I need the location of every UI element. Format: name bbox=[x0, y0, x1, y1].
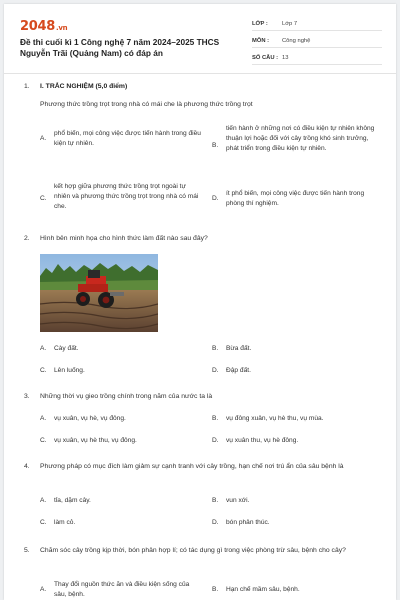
meta-key: MÔN : bbox=[252, 38, 270, 44]
document-header bbox=[4, 4, 396, 74]
option-3b[interactable] bbox=[212, 414, 382, 426]
option-text: Cày đất. bbox=[54, 345, 79, 352]
option-letter: B. bbox=[212, 345, 219, 352]
option-letter: B. bbox=[212, 415, 219, 422]
option-text: kết hợp giữa phương thức trồng trọt ngoài tự nhiên và phương thức trồng trọt trong nhà có mái che. bbox=[54, 183, 199, 210]
option-text: phổ biến, mọi công việc được tiến hành trong điều kiện tự nhiên. bbox=[54, 130, 201, 147]
option-letter: A. bbox=[40, 345, 47, 352]
question-number: 4. bbox=[24, 463, 30, 470]
option-letter: C. bbox=[40, 519, 47, 526]
option-text: vun xới. bbox=[226, 497, 250, 504]
option-2a[interactable] bbox=[40, 344, 190, 356]
option-text: Bừa đất. bbox=[226, 345, 252, 352]
option-4c[interactable] bbox=[40, 518, 210, 530]
option-text: làm cỏ. bbox=[54, 519, 76, 526]
document-title: Đề thi cuối kì 1 Công nghệ 7 năm 2024–2025 THCS Nguyễn Trãi (Quảng Nam) có đáp án bbox=[20, 37, 220, 58]
meta-value: 13 bbox=[282, 55, 289, 61]
question-text: Hình bên minh họa cho hình thức làm đất nào sau đây? bbox=[40, 235, 208, 242]
option-letter: A. bbox=[40, 497, 47, 504]
option-letter: D. bbox=[212, 519, 219, 526]
option-5a[interactable] bbox=[40, 580, 210, 600]
option-text: Thay đổi nguồn thức ăn và điều kiện sống của sâu, bệnh. bbox=[54, 581, 190, 598]
option-letter: C. bbox=[40, 367, 47, 374]
question-number: 5. bbox=[24, 547, 30, 554]
option-letter: A. bbox=[40, 415, 47, 422]
question-1-text bbox=[24, 100, 382, 110]
question-text: Phương pháp có mục đích làm giảm sự cạnh tranh với cây trồng, hạn chế nơi trú ẩn của sâu bệnh là bbox=[40, 463, 344, 470]
option-2c[interactable] bbox=[40, 366, 190, 378]
option-text: vụ đông xuân, vụ hè thu, vụ mùa. bbox=[226, 415, 324, 422]
question-text: Chăm sóc cây trồng kịp thời, bón phân hợp lí; có tác dụng gì trong việc phòng trừ sâu, bệnh cho cây? bbox=[40, 547, 346, 554]
question-text: Phương thức trồng trọt trong nhà có mái che là phương thức trồng trọt bbox=[40, 101, 253, 108]
option-text: bón phân thúc. bbox=[226, 519, 270, 526]
meta-value: Lớp 7 bbox=[282, 21, 298, 27]
meta-key: LỚP : bbox=[252, 21, 268, 27]
question-number: 3. bbox=[24, 393, 30, 400]
question-4 bbox=[24, 462, 382, 472]
option-4b[interactable] bbox=[212, 496, 382, 508]
option-text: Lên luống. bbox=[54, 367, 85, 374]
question-number: 2. bbox=[24, 235, 30, 242]
option-letter: D. bbox=[212, 367, 219, 374]
question-number: 1. bbox=[24, 83, 30, 90]
meta-row-class bbox=[252, 18, 382, 31]
option-text: tiến hành ở những nơi có điều kiện tự nhiên không thuận lợi hoặc đối với cây trồng khó sinh trưởng, phát triển trong điều kiện tự nhiên. bbox=[226, 125, 375, 152]
option-4d[interactable] bbox=[212, 518, 382, 530]
option-1a[interactable] bbox=[40, 124, 210, 164]
option-1c[interactable] bbox=[40, 182, 210, 218]
option-letter: B. bbox=[212, 586, 219, 593]
option-letter: B. bbox=[212, 142, 219, 149]
option-text: vụ xuân, vụ hè thu, vụ đông. bbox=[54, 437, 137, 444]
option-letter: B. bbox=[212, 497, 219, 504]
document-page bbox=[4, 4, 396, 600]
option-3d[interactable] bbox=[212, 436, 382, 448]
option-letter: C. bbox=[40, 437, 47, 444]
option-letter: D. bbox=[212, 437, 219, 444]
meta-value: Công nghệ bbox=[282, 38, 311, 44]
option-3a[interactable] bbox=[40, 414, 210, 426]
option-text: ít phổ biến, mọi công việc được tiến hành trong phòng thí nghiệm. bbox=[226, 190, 365, 207]
tractor-plowing-image bbox=[40, 254, 158, 332]
option-text: vụ xuân thu, vụ hè đông. bbox=[226, 437, 299, 444]
option-text: vụ xuân, vụ hè, vụ đông. bbox=[54, 415, 126, 422]
question-5 bbox=[24, 546, 382, 556]
logo-suffix: .vn bbox=[55, 24, 68, 32]
option-5b[interactable] bbox=[212, 585, 382, 597]
site-logo[interactable] bbox=[20, 19, 67, 34]
meta-key: SỐ CÂU : bbox=[252, 55, 279, 61]
option-text: Hạn chế mầm sâu, bệnh. bbox=[226, 586, 300, 593]
meta-row-count bbox=[252, 52, 382, 65]
question-3 bbox=[24, 392, 382, 402]
question-text: Những thời vụ gieo trồng chính trong năm của nước ta là bbox=[40, 393, 213, 400]
option-4a[interactable] bbox=[40, 496, 210, 508]
option-letter: A. bbox=[40, 586, 47, 593]
option-2d[interactable] bbox=[212, 366, 362, 378]
option-text: tỉa, dặm cây. bbox=[54, 497, 91, 504]
option-1d[interactable] bbox=[212, 186, 382, 216]
option-3c[interactable] bbox=[40, 436, 210, 448]
option-letter: D. bbox=[212, 195, 219, 202]
question-1 bbox=[24, 82, 382, 92]
meta-row-subject bbox=[252, 35, 382, 48]
meta-table bbox=[252, 18, 382, 69]
option-1b[interactable] bbox=[212, 124, 382, 172]
option-letter: A. bbox=[40, 135, 47, 142]
logo-text: 2048 bbox=[20, 19, 55, 34]
option-text: Đập đất. bbox=[226, 367, 251, 374]
question-2 bbox=[24, 234, 382, 244]
option-letter: C. bbox=[40, 195, 47, 202]
option-2b[interactable] bbox=[212, 344, 362, 356]
section-title: I. TRẮC NGHIỆM (5,0 điểm) bbox=[40, 83, 128, 90]
